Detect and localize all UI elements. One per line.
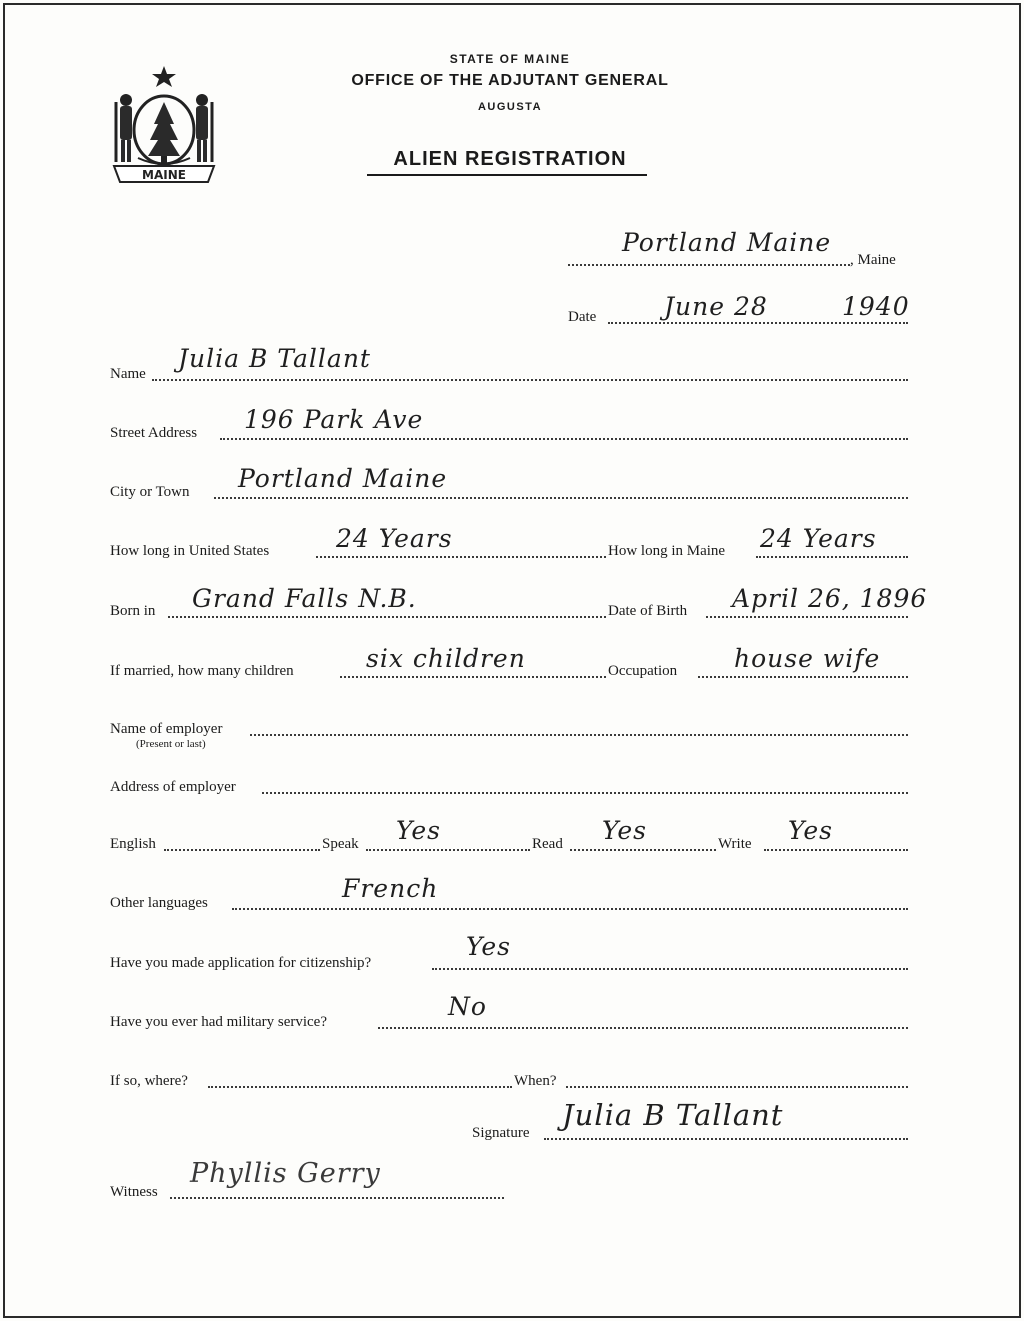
seal-banner-text: MAINE — [142, 168, 186, 182]
header-state: STATE OF MAINE — [449, 52, 571, 66]
children-field[interactable] — [340, 676, 606, 678]
occupation-label: Occupation — [608, 663, 678, 679]
dob-label: Date of Birth — [608, 603, 688, 619]
us-years-label: How long in United States — [110, 543, 270, 559]
born-entry: Grand Falls N.B. — [192, 584, 417, 613]
date-day-entry: June 28 — [664, 292, 768, 321]
read-field[interactable] — [570, 849, 716, 851]
name-field[interactable] — [152, 379, 908, 381]
maine-years-label: How long in Maine — [608, 543, 726, 559]
header-city: AUGUSTA — [477, 101, 543, 113]
born-field[interactable] — [168, 616, 606, 618]
employer-address-label: Address of employer — [110, 779, 236, 795]
city-entry: Portland Maine — [238, 464, 448, 493]
us-years-field[interactable] — [316, 556, 606, 558]
maine-years-field[interactable] — [756, 556, 908, 558]
witness-label: Witness — [110, 1184, 158, 1200]
other-languages-entry: French — [342, 874, 439, 903]
date-year-entry: 1940 — [842, 292, 910, 321]
place-suffix-label: , Maine — [850, 252, 896, 268]
street-entry: 196 Park Ave — [244, 405, 424, 434]
employer-label: Name of employer — [110, 721, 223, 737]
children-label: If married, how many children — [110, 663, 294, 679]
signature-field[interactable] — [544, 1138, 908, 1140]
date-label: Date — [568, 309, 597, 325]
place-entry: Portland Maine — [622, 228, 832, 257]
military-label: Have you ever had military service? — [110, 1014, 327, 1030]
read-entry: Yes — [602, 816, 647, 845]
speak-label: Speak — [322, 836, 359, 852]
us-years-entry: 24 Years — [336, 524, 453, 553]
street-field[interactable] — [220, 438, 908, 440]
dob-field[interactable] — [706, 616, 908, 618]
form-title: ALIEN REGISTRATION — [393, 148, 627, 170]
witness-entry: Phyllis Gerry — [190, 1158, 381, 1189]
name-label: Name — [110, 366, 146, 382]
city-field[interactable] — [214, 497, 908, 499]
speak-entry: Yes — [396, 816, 441, 845]
where-field[interactable] — [208, 1086, 512, 1088]
name-entry: Julia B Tallant — [178, 344, 371, 373]
military-entry: No — [448, 992, 487, 1021]
other-languages-label: Other languages — [110, 895, 208, 911]
occupation-field[interactable] — [698, 676, 908, 678]
city-label: City or Town — [110, 484, 190, 500]
where-label: If so, where? — [110, 1073, 188, 1089]
other-languages-field[interactable] — [232, 908, 908, 910]
children-entry: six children — [366, 644, 526, 673]
born-label: Born in — [110, 603, 156, 619]
english-field[interactable] — [164, 849, 320, 851]
military-field[interactable] — [378, 1027, 908, 1029]
when-label: When? — [514, 1073, 557, 1089]
read-label: Read — [532, 836, 563, 852]
citizenship-label: Have you made application for citizenship? — [110, 955, 372, 971]
speak-field[interactable] — [366, 849, 530, 851]
employer-field[interactable] — [250, 734, 908, 736]
write-entry: Yes — [788, 816, 833, 845]
dob-entry: April 26, 1896 — [732, 584, 928, 613]
citizenship-field[interactable] — [432, 968, 908, 970]
place-field[interactable] — [568, 264, 850, 266]
employer-address-field[interactable] — [262, 792, 908, 794]
write-label: Write — [718, 836, 752, 852]
signature-entry: Julia B Tallant — [562, 1098, 784, 1132]
employer-sublabel: (Present or last) — [136, 738, 206, 750]
header-office: OFFICE OF THE ADJUTANT GENERAL — [351, 72, 669, 89]
maine-state-seal-icon — [108, 62, 220, 188]
maine-years-entry: 24 Years — [760, 524, 877, 553]
date-field[interactable] — [608, 322, 908, 324]
english-label: English — [110, 836, 156, 852]
street-label: Street Address — [110, 425, 198, 441]
citizenship-entry: Yes — [466, 932, 511, 961]
title-underline — [367, 174, 647, 176]
write-field[interactable] — [764, 849, 908, 851]
signature-label: Signature — [472, 1125, 530, 1141]
occupation-entry: house wife — [734, 644, 881, 673]
when-field[interactable] — [566, 1086, 908, 1088]
witness-field[interactable] — [170, 1197, 504, 1199]
